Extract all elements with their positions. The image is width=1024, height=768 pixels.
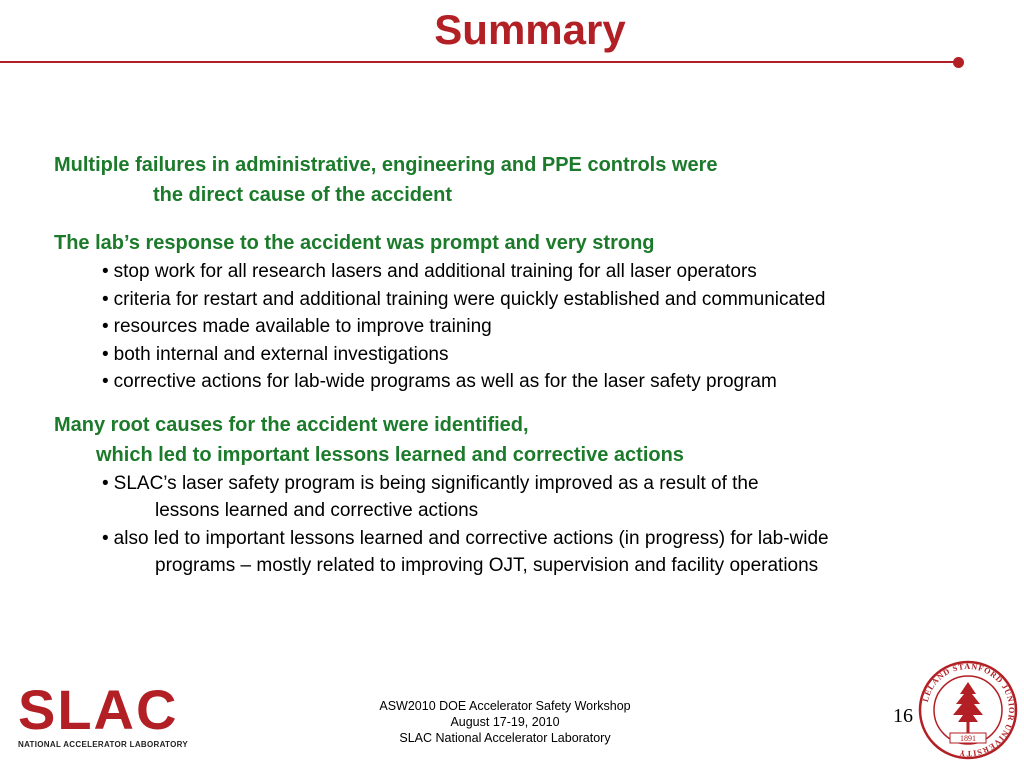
bullet-text: criteria for restart and additional training were quickly established and communicated bbox=[113, 288, 826, 310]
bullet-text-continued: lessons learned and corrective actions bbox=[155, 500, 479, 521]
bullet-marker: • bbox=[102, 288, 109, 310]
heading-line: Many root causes for the accident were identified, bbox=[54, 413, 529, 436]
footer-dates: August 17-19, 2010 bbox=[450, 715, 560, 729]
bullet-marker: • bbox=[102, 527, 109, 549]
logo-subtitle: NATIONAL ACCELERATOR LABORATORY bbox=[18, 740, 189, 749]
bullet-item bbox=[102, 313, 1014, 341]
bullet-item bbox=[102, 341, 1014, 369]
title-divider bbox=[0, 61, 956, 63]
bullet-marker: • bbox=[102, 316, 109, 337]
bullet-list bbox=[54, 470, 1014, 580]
slide-title: Summary bbox=[434, 6, 626, 53]
logo-wordmark: SLAC bbox=[18, 678, 179, 741]
bullet-item bbox=[102, 286, 1014, 314]
section-heading bbox=[54, 410, 1014, 470]
bullet-text: stop work for all research lasers and additional training for all laser operators bbox=[113, 261, 757, 282]
divider-end-dot bbox=[953, 57, 964, 68]
section-heading bbox=[54, 150, 1014, 210]
slide-content bbox=[54, 150, 1014, 580]
slac-logo bbox=[18, 678, 193, 754]
bullet-text: also led to important lessons learned and corrective actions (in progress) for lab-wide bbox=[113, 527, 829, 549]
seal-year: 1891 bbox=[960, 734, 976, 743]
footer-event: ASW2010 DOE Accelerator Safety Workshop bbox=[379, 699, 631, 713]
bullet-item bbox=[102, 368, 1014, 396]
bullet-item bbox=[102, 470, 1014, 525]
bullet-text-continued: programs – mostly related to improving OJT, supervision and facility operations bbox=[155, 555, 819, 576]
footer-organization: SLAC National Accelerator Laboratory bbox=[399, 731, 611, 745]
section-heading: The lab’s response to the accident was prompt and very strong bbox=[54, 232, 655, 254]
seal-ring-text: LELAND STANFORD JUNIOR UNIVERSITY bbox=[920, 661, 1017, 759]
bullet-text: corrective actions for lab-wide programs as well as for the laser safety program bbox=[113, 371, 777, 392]
bullet-marker: • bbox=[102, 371, 109, 392]
bullet-marker: • bbox=[102, 261, 109, 282]
summary-section-2 bbox=[54, 228, 1014, 396]
bullet-marker: • bbox=[102, 472, 109, 494]
bullet-list bbox=[54, 258, 1014, 396]
bullet-text: resources made available to improve training bbox=[113, 316, 492, 337]
stanford-seal-icon bbox=[918, 660, 1018, 760]
bullet-text: SLAC’s laser safety program is being significantly improved as a result of the bbox=[113, 472, 759, 494]
bullet-text: both internal and external investigations bbox=[113, 343, 449, 365]
heading-line-continued: which led to important lessons learned and corrective actions bbox=[96, 443, 684, 466]
slide-footer bbox=[330, 698, 680, 746]
heading-line-continued: the direct cause of the accident bbox=[153, 184, 452, 206]
bullet-item bbox=[102, 525, 1014, 580]
bullet-item bbox=[102, 258, 1014, 286]
page-number: 16 bbox=[893, 705, 913, 727]
summary-section-1 bbox=[54, 150, 1014, 210]
heading-line: Multiple failures in administrative, engineering and PPE controls were bbox=[54, 154, 718, 176]
bullet-marker: • bbox=[102, 343, 109, 365]
summary-section-3 bbox=[54, 410, 1014, 580]
